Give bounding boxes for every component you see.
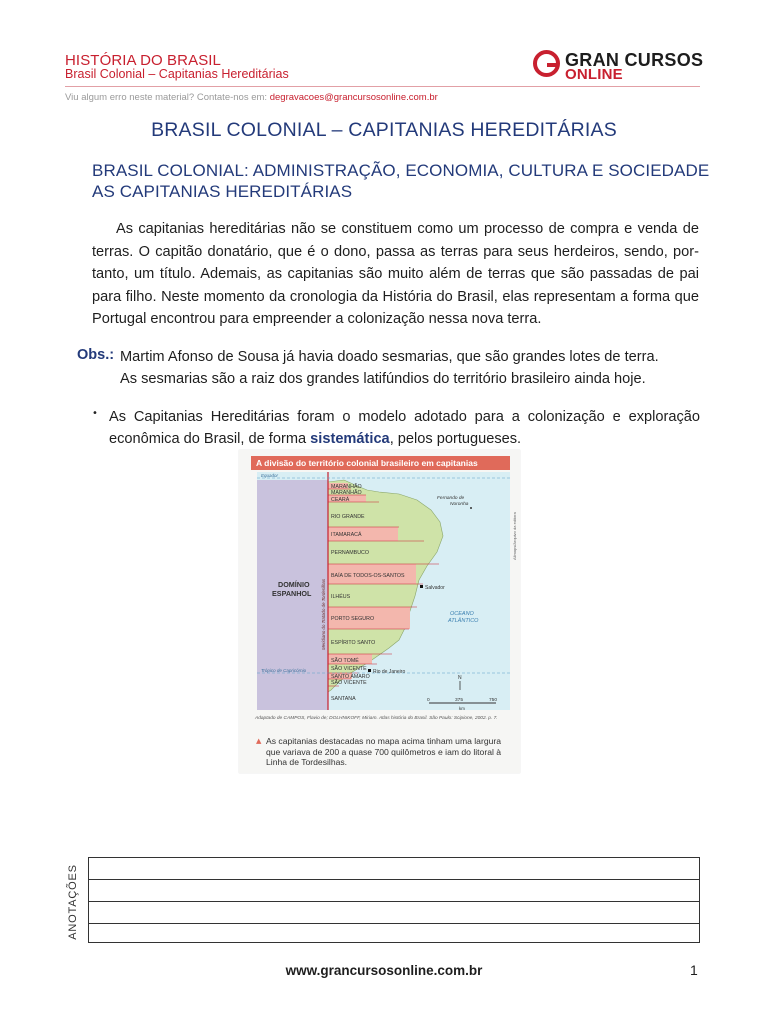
ocean-label-2: ATLÂNTICO <box>448 618 479 624</box>
figure-source: Adaptado de CAMPOS, Flavio de; DOLHNIKOFF, Miriam. Atlas história do Brasil. São Paulo: Scipione, 2002. p. 7. <box>255 716 498 721</box>
north-label: N <box>458 675 462 681</box>
ocean-label-1: OCEANO <box>450 611 474 617</box>
course-title: HISTÓRIA DO BRASIL <box>65 52 222 69</box>
obs-line-2: As sesmarias são a raiz dos grandes latifúndios do território brasileiro ainda hoje. <box>120 371 646 387</box>
subtitle-line-2: AS CAPITANIAS HEREDITÁRIAS <box>92 182 353 201</box>
bullet-line-1: As Capitanias Hereditárias foram o modelo adotado para a colonização e exploração <box>109 409 700 425</box>
city-rio: Rio de Janeiro <box>373 669 406 675</box>
map-title: A divisão do território colonial brasileiro em capitanias <box>256 458 478 468</box>
logo-g-icon <box>533 50 560 77</box>
side-credit: Allmaps/Arquivo da editora <box>512 512 517 560</box>
notes-line[interactable] <box>89 880 699 902</box>
bullet-line-2 <box>109 428 700 450</box>
contact-prefix: Viu algum erro neste material? Contate-nos em: <box>65 92 268 103</box>
obs-line-1: Martim Afonso de Sousa já havia doado sesmarias, que são grandes lotes de terra. <box>120 349 659 365</box>
contact-email-link[interactable]: degravacoes@grancursosonline.com.br <box>269 92 438 103</box>
logo-line1: GRAN CURSOS <box>565 50 704 70</box>
label-maranhao-1: MARANHÃO <box>331 484 362 490</box>
bullet-line-2-post: , pelos portugueses. <box>389 431 522 447</box>
contact-line <box>65 92 438 103</box>
paragraph-line: tanto, um título. Ademais, as capitanias são muito além de terras que são passadas de pai <box>92 266 699 283</box>
label-santana: SANTANA <box>331 696 356 702</box>
label-sao-vicente-2: SÃO VICENTE <box>331 680 367 686</box>
course-subtitle: Brasil Colonial – Capitanias Hereditárias <box>65 67 289 81</box>
notes-label-text: ANOTAÇÕES <box>67 864 79 940</box>
label-baia: BAÍA DE TODOS-OS-SANTOS <box>331 573 405 579</box>
rio-marker <box>368 669 371 672</box>
label-pernambuco: PERNAMBUCO <box>331 550 369 556</box>
obs-text <box>120 346 700 390</box>
label-espirito-santo: ESPÍRITO SANTO <box>331 640 376 646</box>
island-dot <box>470 507 472 509</box>
salvador-marker <box>420 585 423 588</box>
page-number: 1 <box>690 962 698 978</box>
scale-unit: km <box>459 706 465 711</box>
bullet-icon: • <box>92 408 98 419</box>
meridian-label: Meridiano do Tratado de Tordesilhas <box>321 578 326 650</box>
paragraph-line: Portugal encontrou para empreender a colonização nessa nova terra. <box>92 311 542 328</box>
page-title: BRASIL COLONIAL – CAPITANIAS HEREDITÁRIAS <box>151 119 617 141</box>
city-salvador: Salvador <box>425 585 445 591</box>
label-santo-amaro: SANTO AMARO <box>331 674 370 680</box>
tropic-label: Trópico de Capricórnio <box>261 668 307 673</box>
notes-line[interactable] <box>89 858 699 880</box>
domain-label-2: ESPANHOL <box>272 589 312 598</box>
figure-caption: As capitanias destacadas no mapa acima tinham uma largura que variava de 200 a quase 700 quilômetros e iam do litoral à Linha de Tordesilhas. <box>266 736 502 767</box>
notes-box[interactable] <box>88 857 700 943</box>
highlight-term: sistemática <box>310 431 390 447</box>
capitanias-map-figure <box>239 450 520 773</box>
scale-0: 0 <box>427 698 430 703</box>
brand-logo <box>533 48 703 84</box>
scale-375: 375 <box>455 698 464 703</box>
island-label-2: Noronha <box>450 502 469 507</box>
caption-triangle-icon: ▲ <box>256 737 262 745</box>
label-maranhao-2: MARANHÃO <box>331 490 362 496</box>
notes-label <box>58 866 88 938</box>
label-rio-grande: RIO GRANDE <box>331 514 365 520</box>
paragraph-line: As capitanias hereditárias não se constituem como um processo de compra e venda de <box>116 221 699 237</box>
footer-url-link[interactable]: www.grancursosonline.com.br <box>285 963 483 978</box>
paragraph-line: para filho. Neste momento da cronologia da História do Brasil, elas representam a forma que <box>92 288 699 305</box>
bullet-text <box>109 406 700 450</box>
notes-line[interactable] <box>89 902 699 924</box>
label-sao-vicente-1: SÃO VICENTE <box>331 666 367 672</box>
domain-label-1: DOMÍNIO <box>278 580 310 589</box>
capitanias-map <box>239 450 520 773</box>
obs-label: Obs.: <box>77 347 115 363</box>
label-porto-seguro: PORTO SEGURO <box>331 616 375 622</box>
label-sao-tome: SÃO TOMÉ <box>331 658 359 664</box>
header-divider <box>65 86 700 87</box>
label-itamaraca: ITAMARACÁ <box>331 532 362 538</box>
section-subtitle <box>92 160 712 202</box>
logo-line2: ONLINE <box>565 66 623 83</box>
scale-750: 750 <box>489 698 498 703</box>
notes-line[interactable] <box>89 924 699 945</box>
label-ilheus: ILHÉUS <box>331 594 351 600</box>
intro-paragraph <box>92 218 699 331</box>
paragraph-line: terras. O capitão donatário, que é o dono, passa as terras para seus herdeiros, sendo, por- <box>92 243 699 260</box>
equator-label: Equador <box>261 473 279 478</box>
subtitle-line-1: BRASIL COLONIAL: ADMINISTRAÇÃO, ECONOMIA, CULTURA E SOCIEDADE <box>92 161 710 180</box>
bullet-line-2-pre: econômica do Brasil, de forma <box>109 431 311 447</box>
label-ceara: CEARÁ <box>331 497 350 503</box>
island-label-1: Fernando de <box>437 496 465 501</box>
